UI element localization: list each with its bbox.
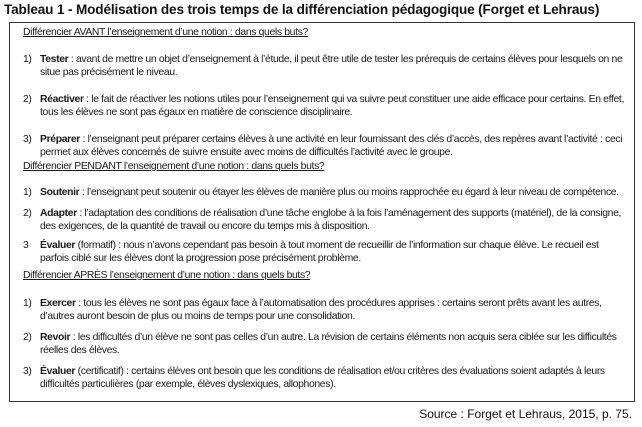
list-item	[23, 186, 624, 199]
item-term: Réactiver	[40, 94, 84, 105]
item-number: 3	[23, 240, 29, 251]
item-text: : avant de mettre un objet d’enseignement à l’étude, il peut être utile de tester les prérequis de certains élèves pour lesquels on ne situe pas précisément le niveau.	[40, 54, 623, 78]
source-citation: Source : Forget et Lehraus, 2015, p. 75.	[419, 407, 632, 421]
section-heading-avant: Différencier AVANT l’enseignement d’une notion : dans quels buts?	[23, 27, 308, 38]
item-term: Soutenir	[40, 187, 80, 198]
table-box	[9, 22, 635, 402]
item-term: Tester	[40, 54, 69, 65]
item-text: : certains élèves ont besoin que les conditions de réalisation et/ou critères des évaluations soient adaptés à leurs difficultés particulières (par exemple, élèves dyslexiques, allophones).	[40, 366, 605, 390]
section-heading-apres: Différencier APRÈS l’enseignement d’une notion : dans quels buts?	[23, 270, 311, 281]
section-heading-pendant: Différencier PENDANT l’enseignement d’une notion : dans quels buts?	[23, 161, 325, 172]
item-text: : le fait de réactiver les notions utiles pour l’enseignement qui va suivre peut constituer une aide efficace pour certains. En effet, tous les élèves ne sont pas égaux en matière de conscience disciplinaire.	[40, 94, 624, 118]
item-number: 1)	[23, 54, 32, 65]
item-qualifier: (certificatif)	[75, 366, 124, 377]
item-term: Préparer	[40, 134, 80, 145]
item-term: Revoir	[40, 332, 71, 343]
table-title: Tableau 1 - Modélisation des trois temps de la différenciation pédagogique (Forget et Lehraus)	[4, 2, 600, 17]
list-item	[23, 207, 624, 233]
item-term: Évaluer	[40, 366, 76, 377]
item-term: Adapter	[40, 208, 77, 219]
list-item	[23, 331, 624, 357]
list-item	[23, 297, 624, 323]
item-text: : l’enseignant peut soutenir ou étayer les élèves de manière plus ou moins rapprochée eu égard à leur niveau de compétence.	[79, 187, 619, 198]
list-item	[23, 239, 624, 265]
list-item	[23, 365, 624, 391]
item-number: 2)	[23, 332, 32, 343]
item-text: : l’enseignant peut préparer certains élèves à une activité en leur fournissant des clés d’accès, des repères avant l’activité : ceci permet aux élèves concernés de suivre ensuite avec moins de difficultés l’activité avec le groupe.	[40, 134, 623, 158]
item-term: Exercer	[40, 298, 76, 309]
item-number: 1)	[23, 298, 32, 309]
item-term: Évaluer	[40, 240, 76, 251]
list-item	[23, 93, 624, 119]
item-number: 2)	[23, 94, 32, 105]
list-item	[23, 53, 624, 79]
item-text: : l’adaptation des conditions de réalisation d’une tâche englobe à la fois l’aménagement des supports (matériel), de la consigne, des exigences, de la quantité de travail ou encore du temps mis à disposition.	[40, 208, 622, 232]
item-number: 2)	[23, 208, 32, 219]
list-item	[23, 133, 624, 159]
item-number: 1)	[23, 187, 32, 198]
item-text: : tous les élèves ne sont pas égaux face à l’automatisation des procédures apprises : certains seront prêts avant les autres, d’autres auront besoin de plus ou moins de temps pour une consolidation.	[40, 298, 602, 322]
item-text: : les difficultés d’un élève ne sont pas celles d’un autre. La révision de certains éléments non acquis sera ciblée sur les difficultés réelles des élèves.	[40, 332, 617, 356]
item-number: 3)	[23, 366, 32, 377]
item-text: : nous n’avons cependant pas besoin à tout moment de recueillir de l’information sur chaque élève. Le recueil est parfois ciblé sur les élèves dont la progression pose précisément problème.	[40, 240, 599, 264]
item-number: 3)	[23, 134, 32, 145]
item-qualifier: (formatif)	[75, 240, 116, 251]
